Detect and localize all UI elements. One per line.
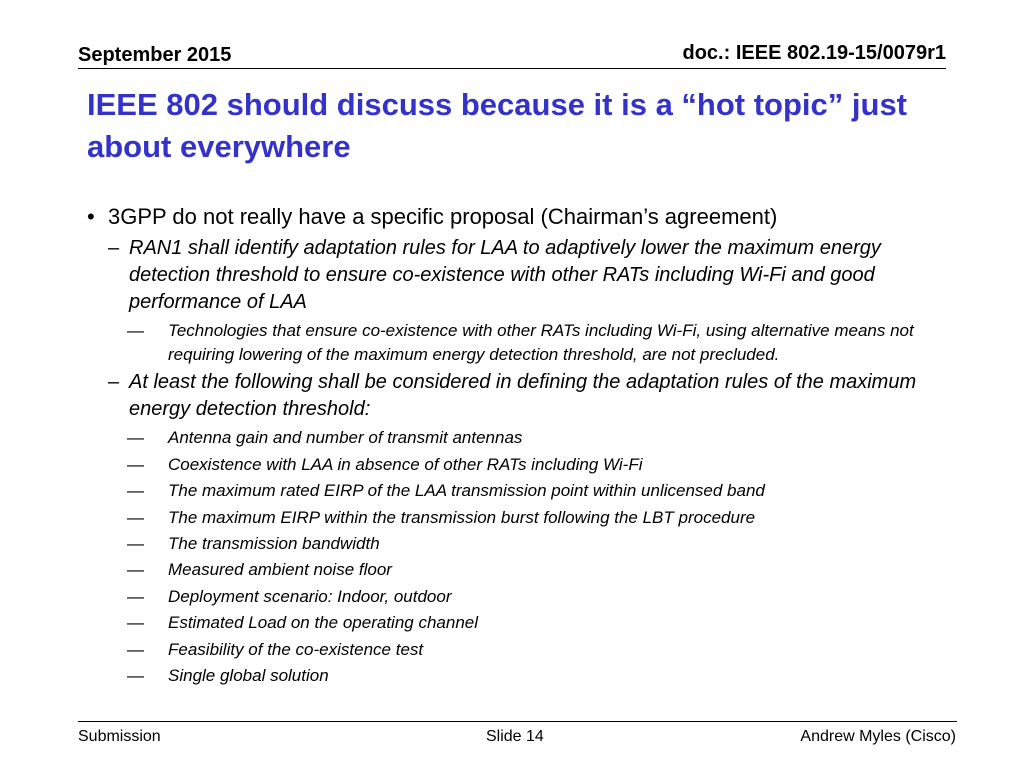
list-item: [87, 426, 957, 450]
bullet-text: 3GPP do not really have a specific proposal (Chairman’s agreement): [108, 204, 778, 229]
footer-slide-number: Slide 14: [486, 728, 544, 745]
list-item-text: Measured ambient noise floor: [168, 560, 392, 580]
header-date: September 2015: [78, 44, 232, 66]
bullet-3gpp: [87, 203, 957, 231]
em-dash-marker: —: [127, 560, 144, 580]
header-doc-id: doc.: IEEE 802.19-15/0079r1: [682, 42, 946, 64]
dash-marker: –: [108, 371, 120, 394]
list-item-text: The maximum EIRP within the transmission burst following the LBT procedure: [168, 507, 756, 527]
slide-body: [87, 203, 957, 690]
list-item-text: Estimated Load on the operating channel: [168, 613, 479, 633]
dash-marker: –: [108, 237, 120, 259]
list-item: [87, 585, 957, 609]
footer-divider: [78, 721, 957, 722]
em-dash-marker: —: [127, 321, 144, 340]
sub-bullet-text: At least the following shall be considered in defining the adaptation rules of the maximum energy detection threshold:: [129, 371, 917, 421]
em-dash-marker: —: [127, 507, 144, 527]
em-dash-marker: —: [127, 613, 144, 633]
list-item-text: The maximum rated EIRP of the LAA transmission point within unlicensed band: [168, 481, 765, 501]
list-item: [87, 638, 957, 662]
footer-submission: Submission: [78, 728, 161, 745]
list-item: [87, 558, 957, 582]
em-dash-marker: —: [127, 586, 144, 606]
bullet-marker: •: [87, 204, 95, 229]
sub-bullet-ran1: [87, 235, 957, 316]
header-divider: [78, 68, 946, 69]
list-item: [87, 506, 957, 530]
list-item: [87, 611, 957, 635]
sub1-item-list: [87, 319, 957, 367]
list-item: [87, 532, 957, 556]
em-dash-marker: —: [127, 481, 144, 501]
list-item-text: Deployment scenario: Indoor, outdoor: [168, 586, 452, 606]
em-dash-marker: —: [127, 665, 144, 685]
list-item: [87, 479, 957, 503]
footer-author: Andrew Myles (Cisco): [800, 728, 956, 745]
em-dash-marker: —: [127, 428, 144, 448]
list-item-text: Single global solution: [168, 665, 329, 685]
sub-bullet-at-least: [87, 369, 957, 423]
list-item-text: Feasibility of the co-existence test: [168, 639, 424, 659]
list-item-text: Technologies that ensure co-existence with other RATs including Wi-Fi, using alternative means not requiring lowering of the maximum energy detection threshold, are not precluded.: [168, 321, 914, 364]
list-item-text: The transmission bandwidth: [168, 533, 380, 553]
list-item: [87, 664, 957, 688]
sub-bullet-text: RAN1 shall identify adaptation rules for LAA to adaptively lower the maximum energy detection threshold to ensure co-existence with other RATs including Wi-Fi and good performance of LAA: [129, 237, 881, 313]
list-item: [87, 319, 957, 367]
list-item: [87, 453, 957, 477]
em-dash-marker: —: [127, 454, 144, 474]
em-dash-marker: —: [127, 639, 144, 659]
em-dash-marker: —: [127, 533, 144, 553]
slide-title: IEEE 802 should discuss because it is a “hot topic” just about everywhere: [87, 87, 908, 164]
list-item-text: Coexistence with LAA in absence of other RATs including Wi-Fi: [168, 454, 643, 474]
sub2-item-list: [87, 426, 957, 688]
list-item-text: Antenna gain and number of transmit antennas: [168, 428, 523, 448]
